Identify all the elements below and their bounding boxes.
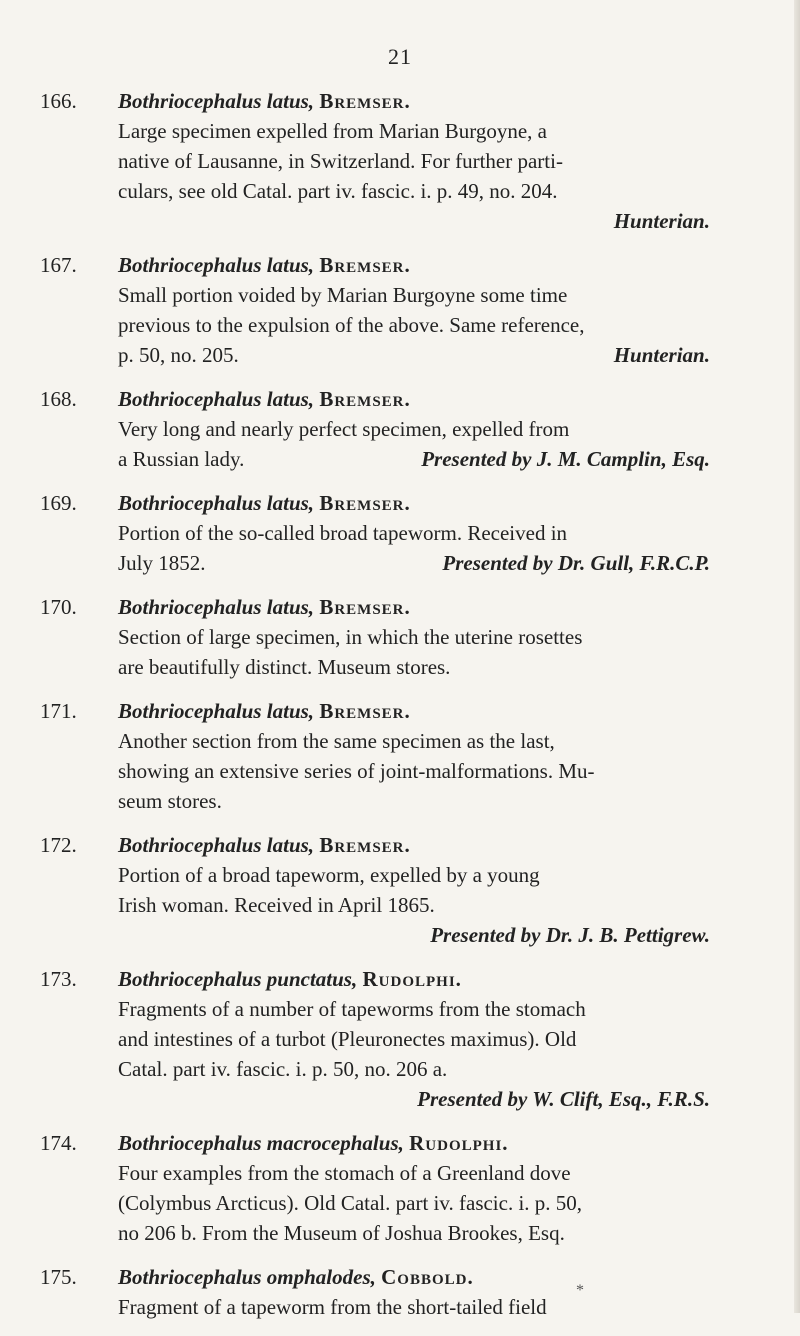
catalogue-entry-172 (40, 830, 710, 950)
species-author: Cobbold. (381, 1265, 474, 1289)
entry-text-line: Portion of the so-called broad tapeworm. Received in (118, 521, 568, 545)
species-name: Bothriocephalus latus, (118, 833, 315, 857)
entry-text-line: Another section from the same specimen as the last, (118, 729, 555, 753)
entry-text-line: seum stores. (118, 789, 222, 813)
catalogue-entry-175 (40, 1262, 710, 1322)
entry-text-line: no 206 b. From the Museum of Joshua Brookes, Esq. (118, 1221, 565, 1245)
entry-source: Hunterian. (613, 209, 710, 233)
entry-last-line (118, 444, 710, 474)
page-number: 21 (388, 44, 412, 69)
catalogue-entry-174 (40, 1128, 710, 1248)
entry-text-line: Large specimen expelled from Marian Burgoyne, a (118, 119, 547, 143)
entry-text-line: previous to the expulsion of the above. Same reference, (118, 313, 585, 337)
entry-text-line: Fragments of a number of tapeworms from the stomach (118, 997, 586, 1021)
page-edge (794, 0, 800, 1313)
entry-text-line: p. 50, no. 205. (118, 343, 239, 367)
entry-heading (40, 384, 710, 414)
entry-last-line (118, 548, 710, 578)
species-name: Bothriocephalus punctatus, (118, 967, 358, 991)
catalogue-entry-167 (40, 250, 710, 370)
entry-text-line: Small portion voided by Marian Burgoyne some time (118, 283, 568, 307)
entry-text-line: Four examples from the stomach of a Greenland dove (118, 1161, 571, 1185)
entry-heading (40, 592, 710, 622)
species-name: Bothriocephalus omphalodes, (118, 1265, 376, 1289)
entry-heading (40, 86, 710, 116)
species-name: Bothriocephalus macrocephalus, (118, 1131, 404, 1155)
species-name: Bothriocephalus latus, (118, 491, 315, 515)
entry-source: Presented by W. Clift, Esq., F.R.S. (417, 1087, 710, 1111)
entry-text-line: culars, see old Catal. part iv. fascic. i. p. 49, no. 204. (118, 179, 558, 203)
entry-text-line: showing an extensive series of joint-malformations. Mu- (118, 759, 595, 783)
entry-number: 170. (40, 595, 77, 619)
species-author: Bremser. (319, 699, 411, 723)
catalogue-entry-169 (40, 488, 710, 578)
entry-text-line: native of Lausanne, in Switzerland. For further parti- (118, 149, 563, 173)
entry-number: 173. (40, 967, 77, 991)
species-name: Bothriocephalus latus, (118, 699, 315, 723)
entry-heading (40, 488, 710, 518)
species-author: Rudolphi. (409, 1131, 509, 1155)
catalogue-entry-170 (40, 592, 710, 682)
entry-text-line: July 1852. (118, 551, 206, 575)
entry-number: 175. (40, 1265, 77, 1289)
species-author: Bremser. (319, 89, 411, 113)
species-author: Bremser. (319, 833, 411, 857)
catalogue-entry-173 (40, 964, 710, 1114)
entry-heading (40, 1262, 710, 1292)
entry-number: 166. (40, 89, 77, 113)
entry-text-line: Fragment of a tapeworm from the short-tailed field (118, 1295, 547, 1319)
species-author: Bremser. (319, 595, 411, 619)
species-author: Bremser. (319, 387, 411, 411)
entry-source: Presented by Dr. Gull, F.R.C.P. (442, 551, 710, 575)
entry-text-line: a Russian lady. (118, 447, 245, 471)
entry-number: 168. (40, 387, 77, 411)
entry-number: 174. (40, 1131, 77, 1155)
entry-heading (40, 830, 710, 860)
entry-number: 169. (40, 491, 77, 515)
entry-last-line (118, 340, 710, 370)
entry-text-line: Irish woman. Received in April 1865. (118, 893, 435, 917)
entry-text-line: Portion of a broad tapeworm, expelled by a young (118, 863, 540, 887)
entry-source: Presented by Dr. J. B. Pettigrew. (430, 923, 710, 947)
catalogue-entry-166 (40, 86, 710, 236)
catalogue-entries (40, 86, 710, 1336)
species-name: Bothriocephalus latus, (118, 89, 315, 113)
species-author: Bremser. (319, 253, 411, 277)
entry-heading (40, 696, 710, 726)
entry-heading (40, 250, 710, 280)
entry-text-line: Catal. part iv. fascic. i. p. 50, no. 206 a. (118, 1057, 448, 1081)
entry-heading (40, 964, 710, 994)
entry-text-line: Section of large specimen, in which the uterine rosettes (118, 625, 583, 649)
species-name: Bothriocephalus latus, (118, 595, 315, 619)
entry-text-line: are beautifully distinct. Museum stores. (118, 655, 451, 679)
entry-number: 172. (40, 833, 77, 857)
entry-number: 171. (40, 699, 77, 723)
entry-source: Presented by J. M. Camplin, Esq. (421, 447, 710, 471)
entry-heading (40, 1128, 710, 1158)
entry-number: 167. (40, 253, 77, 277)
catalogue-entry-168 (40, 384, 710, 474)
species-author: Bremser. (319, 491, 411, 515)
catalogue-entry-171 (40, 696, 710, 816)
species-name: Bothriocephalus latus, (118, 387, 315, 411)
footer-mark: * (576, 1282, 584, 1299)
entry-source: Hunterian. (613, 343, 710, 367)
entry-text-line: (Colymbus Arcticus). Old Catal. part iv. fascic. i. p. 50, (118, 1191, 583, 1215)
entry-text-line: Very long and nearly perfect specimen, expelled from (118, 417, 570, 441)
species-name: Bothriocephalus latus, (118, 253, 315, 277)
species-author: Rudolphi. (362, 967, 462, 991)
entry-text-line: and intestines of a turbot (Pleuronectes maximus). Old (118, 1027, 577, 1051)
